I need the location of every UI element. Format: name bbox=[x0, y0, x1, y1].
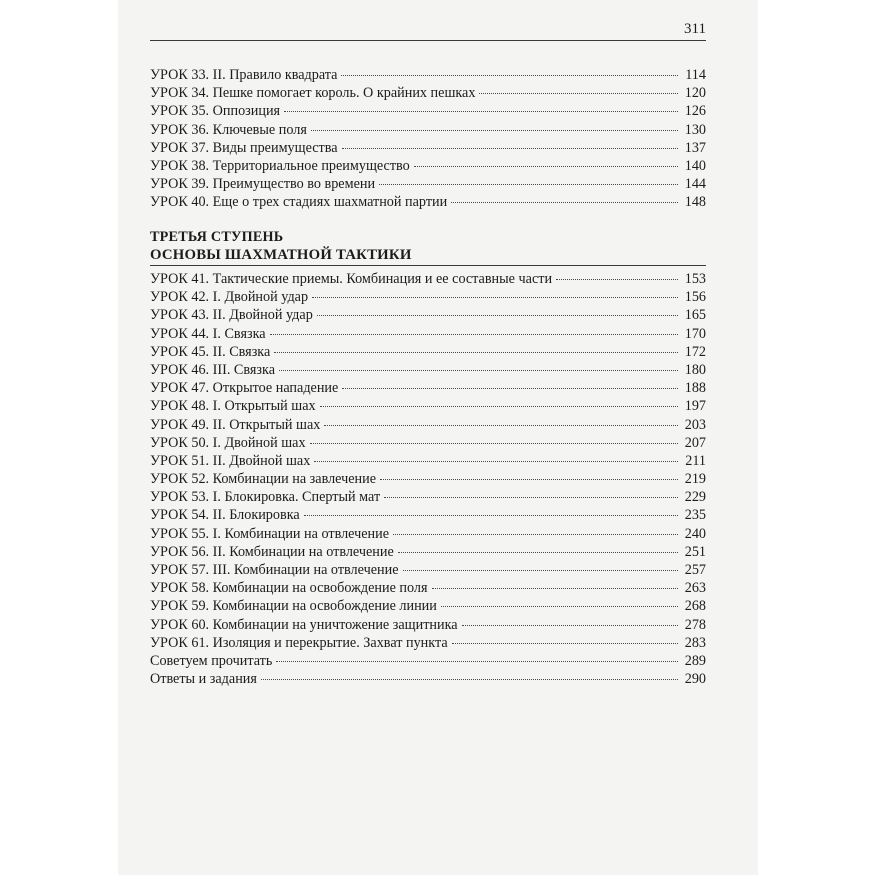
toc-entry-title: УРОК 56. II. Комбинации на отвлечение bbox=[150, 543, 394, 560]
toc-entry-title: УРОК 45. II. Связка bbox=[150, 343, 271, 360]
toc-entry bbox=[150, 470, 706, 488]
toc-entry bbox=[150, 66, 706, 84]
toc-entry-page: 207 bbox=[684, 434, 706, 451]
page-number: 311 bbox=[684, 21, 706, 37]
dot-leader bbox=[312, 297, 678, 298]
dot-leader bbox=[403, 570, 679, 571]
toc-entry-title: УРОК 39. Преимущество во времени bbox=[150, 176, 376, 193]
dot-leader bbox=[380, 479, 678, 480]
header-rule bbox=[150, 40, 706, 41]
toc-entry bbox=[150, 84, 706, 102]
toc-entry-page: 289 bbox=[684, 652, 706, 669]
toc-entry bbox=[150, 102, 706, 120]
toc-entry-title: УРОК 44. I. Связка bbox=[150, 325, 266, 342]
toc-entry bbox=[150, 157, 706, 175]
toc-entry-title: УРОК 48. I. Открытый шах bbox=[150, 398, 316, 415]
toc-entry-title: УРОК 42. I. Двойной удар bbox=[150, 289, 309, 306]
toc-entry bbox=[150, 193, 706, 211]
toc-entry-page: 120 bbox=[684, 85, 706, 102]
dot-leader bbox=[341, 75, 678, 76]
toc-entry-title: УРОК 50. I. Двойной шах bbox=[150, 434, 306, 451]
toc-entry-page: 211 bbox=[685, 452, 706, 469]
toc-entry-title: УРОК 52. Комбинации на завлечение bbox=[150, 471, 377, 488]
dot-leader bbox=[379, 184, 678, 185]
toc-entry-page: 126 bbox=[684, 103, 706, 120]
toc-list-lessons-41-end bbox=[150, 270, 706, 688]
toc-entry-title: УРОК 43. II. Двойной удар bbox=[150, 307, 313, 324]
toc-entry-title: УРОК 59. Комбинации на освобождение линии bbox=[150, 598, 437, 615]
dot-leader bbox=[384, 497, 678, 498]
toc-entry bbox=[150, 616, 706, 634]
toc-entry bbox=[150, 525, 706, 543]
toc-entry-page: 283 bbox=[684, 634, 706, 651]
toc-entry-title: УРОК 36. Ключевые поля bbox=[150, 121, 307, 138]
dot-leader bbox=[441, 606, 678, 607]
toc-entry bbox=[150, 597, 706, 615]
toc-entry bbox=[150, 270, 706, 288]
toc-entry-page: 229 bbox=[684, 489, 706, 506]
toc-entry-page: 290 bbox=[684, 671, 706, 688]
toc-entry-page: 278 bbox=[684, 616, 706, 633]
toc-entry-title: УРОК 38. Территориальное преимущество bbox=[150, 157, 410, 174]
toc-entry-page: 235 bbox=[684, 507, 706, 524]
toc-entry-page: 251 bbox=[684, 543, 706, 560]
toc-entry bbox=[150, 579, 706, 597]
dot-leader bbox=[311, 130, 678, 131]
toc-entry-page: 156 bbox=[684, 289, 706, 306]
toc-entry bbox=[150, 506, 706, 524]
toc-entry-page: 219 bbox=[684, 471, 706, 488]
toc-entry-page: 170 bbox=[684, 325, 706, 342]
toc-entry bbox=[150, 670, 706, 688]
section-heading-rule bbox=[150, 265, 706, 266]
section-heading-stage: ТРЕТЬЯ СТУПЕНЬ bbox=[150, 229, 284, 245]
toc-entry bbox=[150, 288, 706, 306]
toc-entry-page: 144 bbox=[684, 176, 706, 193]
toc-entry-page: 240 bbox=[684, 525, 706, 542]
dot-leader bbox=[314, 461, 678, 462]
toc-entry-page: 148 bbox=[684, 194, 706, 211]
toc-entry-title: УРОК 61. Изоляция и перекрытие. Захват пункта bbox=[150, 634, 448, 651]
toc-entry bbox=[150, 343, 706, 361]
dot-leader bbox=[276, 661, 678, 662]
toc-entry-title: УРОК 46. III. Связка bbox=[150, 361, 275, 378]
toc-entry-title: УРОК 40. Еще о трех стадиях шахматной партии bbox=[150, 194, 448, 211]
dot-leader bbox=[320, 406, 678, 407]
toc-entry-page: 172 bbox=[684, 343, 706, 360]
toc-entry bbox=[150, 634, 706, 652]
toc-entry bbox=[150, 488, 706, 506]
toc-entry-page: 257 bbox=[684, 562, 706, 578]
toc-entry-title: УРОК 33. II. Правило квадрата bbox=[150, 67, 338, 83]
toc-entry-title: Ответы и задания bbox=[150, 671, 257, 688]
dot-leader bbox=[284, 111, 678, 112]
toc-entry bbox=[150, 561, 706, 579]
dot-leader bbox=[393, 534, 678, 535]
toc-entry bbox=[150, 306, 706, 324]
toc-entry-title: УРОК 55. I. Комбинации на отвлечение bbox=[150, 525, 390, 542]
dot-leader bbox=[479, 93, 678, 94]
toc-entry-title: УРОК 37. Виды преимущества bbox=[150, 139, 338, 156]
dot-leader bbox=[342, 388, 678, 389]
toc-entry-page: 114 bbox=[685, 67, 706, 83]
toc-list-lessons-33-40 bbox=[150, 66, 706, 212]
toc-entry bbox=[150, 397, 706, 415]
dot-leader bbox=[398, 552, 678, 553]
dot-leader bbox=[324, 425, 678, 426]
toc-entry-title: УРОК 54. II. Блокировка bbox=[150, 507, 300, 524]
toc-entry bbox=[150, 361, 706, 379]
toc-entry-page: 203 bbox=[684, 416, 706, 433]
toc-entry bbox=[150, 434, 706, 452]
toc-entry-title: УРОК 58. Комбинации на освобождение поля bbox=[150, 580, 428, 597]
dot-leader bbox=[432, 588, 678, 589]
dot-leader bbox=[270, 334, 678, 335]
toc-entry-page: 180 bbox=[684, 361, 706, 378]
toc-entry bbox=[150, 379, 706, 397]
toc-entry-title: УРОК 34. Пешке помогает король. О крайних пешках bbox=[150, 85, 476, 102]
toc-entry-page: 165 bbox=[684, 307, 706, 324]
toc-entry-page: 137 bbox=[684, 139, 706, 156]
toc-entry-page: 130 bbox=[684, 121, 706, 138]
toc-entry-title: УРОК 41. Тактические приемы. Комбинация и ее составные части bbox=[150, 271, 553, 287]
dot-leader bbox=[310, 443, 678, 444]
toc-entry bbox=[150, 416, 706, 434]
toc-entry bbox=[150, 652, 706, 670]
dot-leader bbox=[556, 279, 678, 280]
dot-leader bbox=[414, 166, 678, 167]
toc-entry bbox=[150, 325, 706, 343]
toc-entry bbox=[150, 121, 706, 139]
toc-entry-title: УРОК 47. Открытое нападение bbox=[150, 380, 339, 397]
toc-entry-page: 197 bbox=[684, 398, 706, 415]
toc-entry-page: 268 bbox=[684, 598, 706, 615]
dot-leader bbox=[451, 202, 678, 203]
toc-entry bbox=[150, 452, 706, 470]
toc-entry-title: УРОК 57. III. Комбинации на отвлечение bbox=[150, 562, 399, 578]
toc-entry-title: Советуем прочитать bbox=[150, 652, 273, 669]
dot-leader bbox=[462, 625, 678, 626]
book-page bbox=[118, 0, 758, 875]
dot-leader bbox=[274, 352, 678, 353]
toc-entry-title: УРОК 49. II. Открытый шах bbox=[150, 416, 321, 433]
toc-entry-page: 263 bbox=[684, 580, 706, 597]
dot-leader bbox=[452, 643, 678, 644]
dot-leader bbox=[279, 370, 678, 371]
dot-leader bbox=[317, 315, 678, 316]
section-heading bbox=[150, 228, 412, 264]
toc-entry-title: УРОК 35. Оппозиция bbox=[150, 103, 281, 120]
toc-entry-page: 140 bbox=[684, 157, 706, 174]
toc-entry-page: 188 bbox=[684, 380, 706, 397]
toc-entry-page: 153 bbox=[684, 271, 706, 287]
dot-leader bbox=[304, 515, 678, 516]
section-heading-title: ОСНОВЫ ШАХМАТНОЙ ТАКТИКИ bbox=[150, 247, 412, 263]
toc-entry-title: УРОК 53. I. Блокировка. Спертый мат bbox=[150, 489, 381, 506]
toc-entry-title: УРОК 60. Комбинации на уничтожение защитника bbox=[150, 616, 458, 633]
toc-entry-title: УРОК 51. II. Двойной шах bbox=[150, 452, 311, 469]
dot-leader bbox=[261, 679, 678, 680]
toc-entry bbox=[150, 175, 706, 193]
toc-entry bbox=[150, 543, 706, 561]
dot-leader bbox=[342, 148, 678, 149]
toc-entry bbox=[150, 139, 706, 157]
